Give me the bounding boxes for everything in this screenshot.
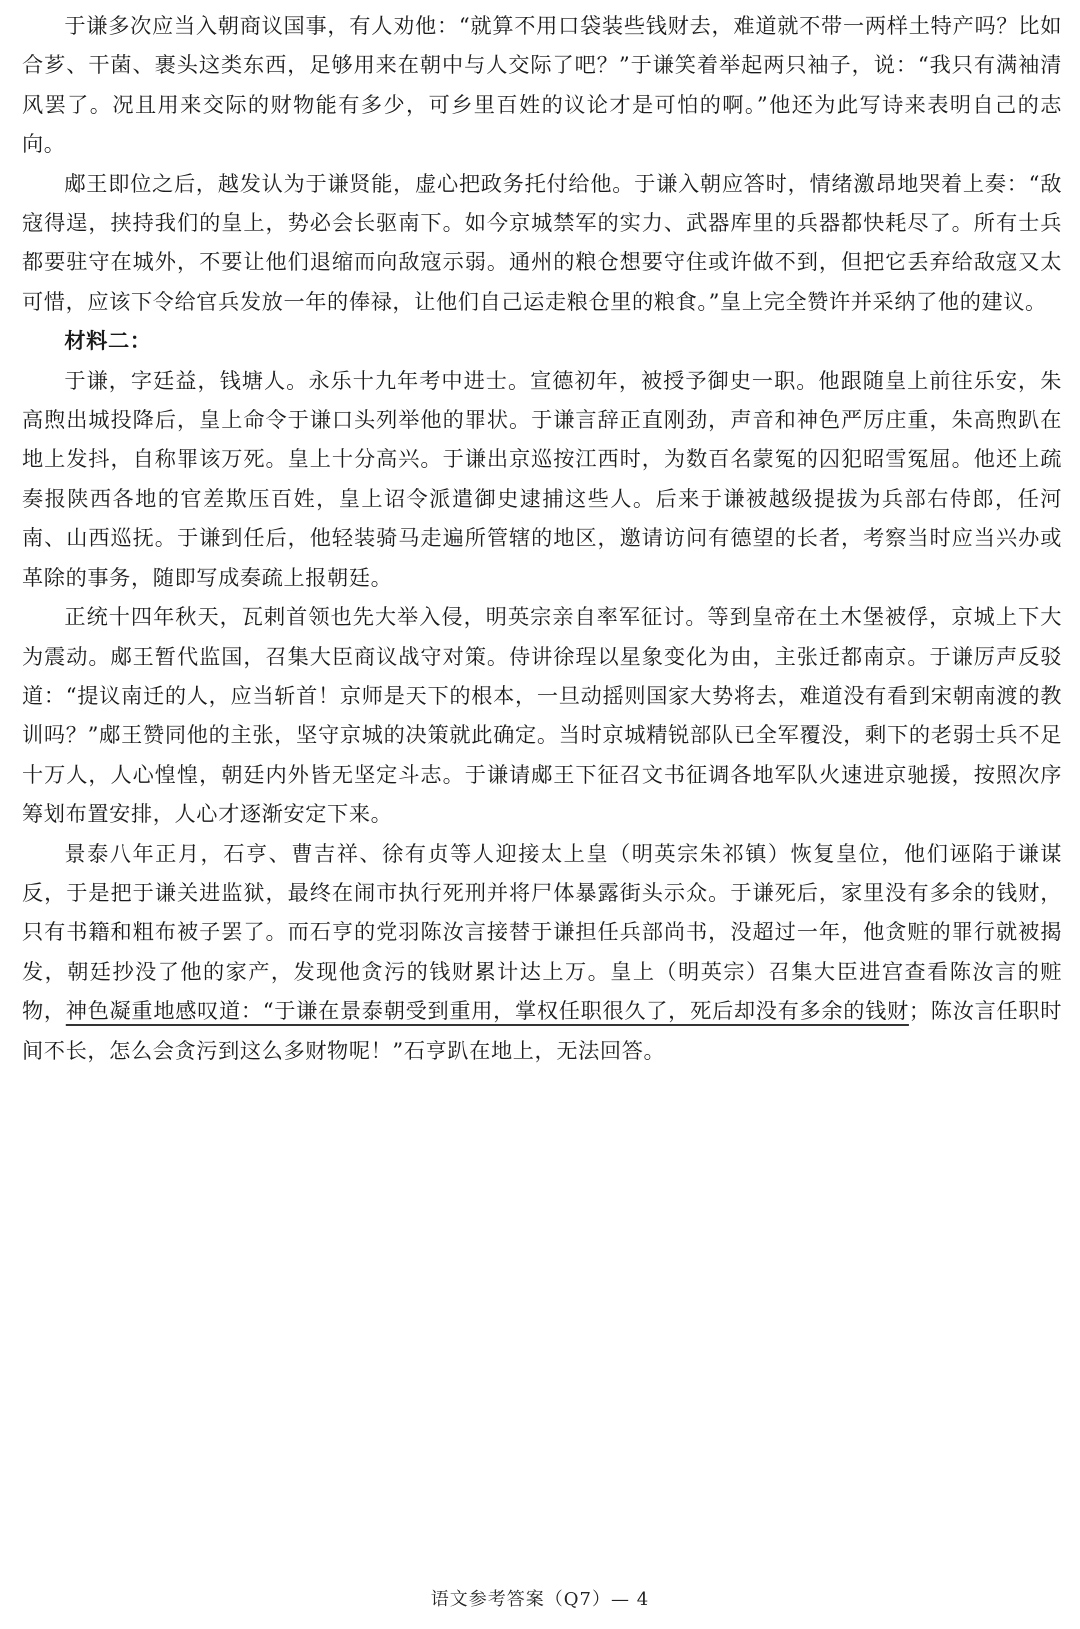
material2-paragraph-2: 正统十四年秋天，瓦剌首领也先大举入侵，明英宗亲自率军征讨。等到皇帝在土木堡被俘，京城上下大为震动。郕王暂代监国，召集大臣商议战守对策。侍讲徐珵以星象变化为由，主张迁都南京。于谦厉声反驳道：“提议南迁的人，应当斩首！京师是天下的根本，一旦动摇则国家大势将去，难道没有看到宋朝南渡的教训吗？”郕王赞同他的主张，坚守京城的决策就此确定。当时京城精锐部队已全军覆没，剩下的老弱士兵不足十万人，人心惶惶，朝廷内外皆无坚定斗志。于谦请郕王下征召文书征调各地军队火速进京驰援，按照次序筹划布置安排，人心才逐渐安定下来。	[22, 604, 1062, 827]
document-page	[22, 0, 1062, 1070]
paragraph-text-before: 景泰八年正月，石亨、曹吉祥、徐有贞等人迎接太上皇（明英宗朱祁镇）恢复皇位，他们诬陷于谦谋反，于是把于谦关进监狱，最终在闹市执行死刑并将尸体暴露街头示众。于谦死后，家里没有多余的钱财，只有书籍和粗布被子罢了。而石亨的党羽陈汝言接替于谦担任兵部尚书，没超过一年，他贪赃的罪行就被揭发，朝廷抄没了他的家产，发现他贪污的钱财累计达上万。皇上（明英宗）召集大臣进宫查看陈汝言的赃物，	[22, 840, 1062, 1024]
paragraph-text-after: ；陈汝言任职时间不长，怎么会贪污到这么多财物呢！”石亨趴在地上，无法回答。	[22, 998, 1063, 1063]
page-footer: 语文参考答案（Q7）— 4	[430, 1589, 650, 1610]
material2-paragraph-3	[22, 834, 1062, 1070]
material2-heading: 材料二：	[64, 328, 152, 354]
material2-paragraph-1: 于谦，字廷益，钱塘人。永乐十九年考中进士。宣德初年，被授予御史一职。他跟随皇上前往乐安，朱高煦出城投降后，皇上命令于谦口头列举他的罪状。于谦言辞正直刚劲，声音和神色严厉庄重，朱高煦趴在地上发抖，自称罪该万死。皇上十分高兴。于谦出京巡按江西时，为数百名蒙冤的囚犯昭雪冤屈。他还上疏奏报陕西各地的官差欺压百姓，皇上诏令派遣御史逮捕这些人。后来于谦被越级提拔为兵部右侍郎，任河南、山西巡抚。于谦到任后，他轻装骑马走遍所管辖的地区，邀请访问有德望的长者，考察当时应当兴办或革除的事务，随即写成奏疏上报朝廷。	[22, 367, 1062, 590]
underlined-sentence: 神色凝重地感叹道：“于谦在景泰朝受到重用，掌权任职很久了，死后却没有多余的钱财	[65, 998, 909, 1024]
material1-paragraph-1: 于谦多次应当入朝商议国事，有人劝他：“就算不用口袋装些钱财去，难道就不带一两样土特产吗？比如合芗、干菌、裹头这类东西，足够用来在朝中与人交际了吧？”于谦笑着举起两只袖子，说：“我只有满袖清风罢了。况且用来交际的财物能有多少，可乡里百姓的议论才是可怕的啊。”他还为此写诗来表明自己的志向。	[22, 13, 1062, 157]
document-content	[22, 0, 1062, 1070]
material1-paragraph-2: 郕王即位之后，越发认为于谦贤能，虚心把政务托付给他。于谦入朝应答时，情绪激昂地哭着上奏：“敌寇得逞，挟持我们的皇上，势必会长驱南下。如今京城禁军的实力、武器库里的兵器都快耗尽了。所有士兵都要驻守在城外，不要让他们退缩而向敌寇示弱。通州的粮仓想要守住或许做不到，但把它丢弃给敌寇又太可惜，应该下令给官兵发放一年的俸禄，让他们自己运走粮仓里的粮食。”皇上完全赞许并采纳了他的建议。	[22, 170, 1062, 314]
